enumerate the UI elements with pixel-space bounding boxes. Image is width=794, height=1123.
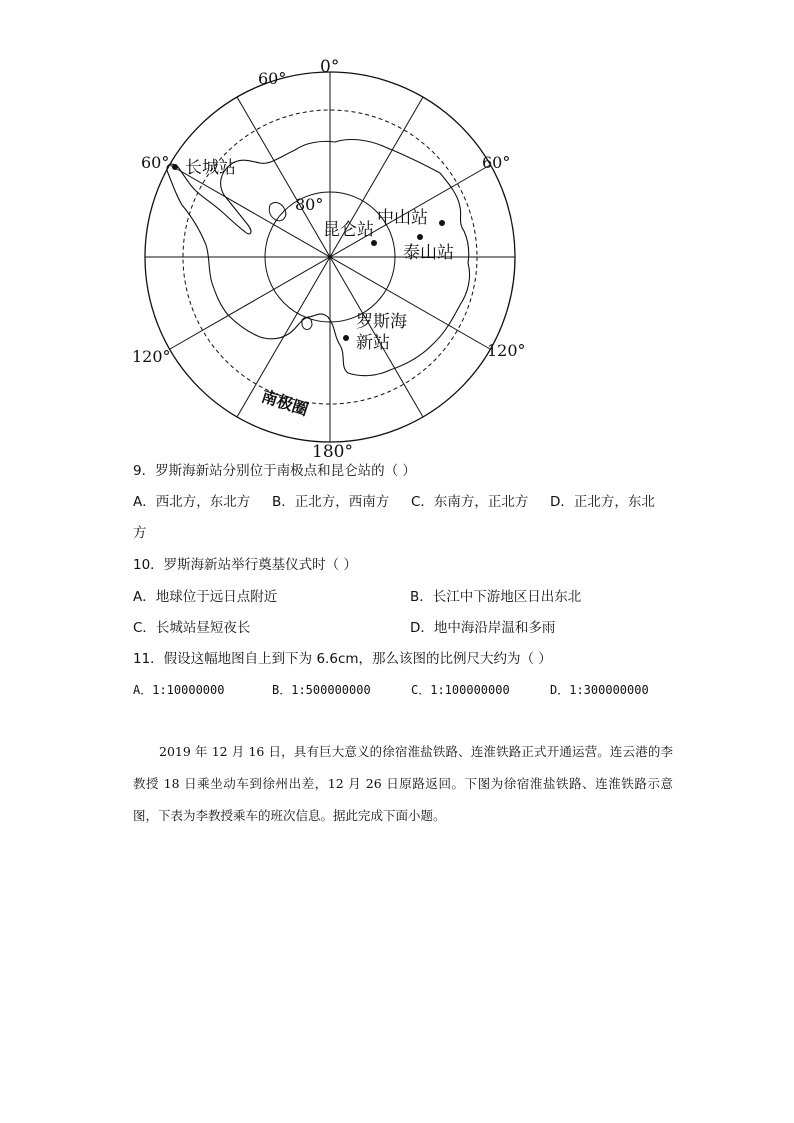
question-10-option-b: B．长江中下游地区日出东北 [410,589,582,605]
rosssea-station-label-2: 新站 [356,333,390,353]
antarctica-polar-map [120,55,540,465]
antarctic-circle-label: 南极圈 [259,386,311,420]
question-11-option-d: D．1:300000000 [550,683,649,697]
zhongshan-station-dot [439,220,445,226]
question-10-option-c: C．长城站昼短夜长 [133,620,251,636]
rosssea-station-dot [343,335,349,341]
lon-label-top-left: 60° [258,69,287,88]
question-9-option-b: B．正北方，西南方 [272,494,390,510]
question-10-option-d: D．地中海沿岸温和多雨 [410,620,556,636]
zhongshan-station-label: 中山站 [377,208,428,228]
kunlun-station-dot [371,240,377,246]
rosssea-station-label-1: 罗斯海 [356,312,407,332]
changcheng-station-label: 长城站 [185,158,236,178]
lat-label-80: 80° [295,195,324,214]
question-11-option-c: C．1:100000000 [411,683,510,697]
lon-label-left-lower: 120° [132,347,171,366]
question-9-stem: 9．罗斯海新站分别位于南极点和昆仑站的（ ） [133,463,416,479]
question-9-option-d: D．正北方，东北 [550,494,655,510]
question-11-option-b: B．1:500000000 [272,683,371,697]
lon-label-left-upper: 60° [141,153,170,172]
lon-label-right-upper: 60° [482,153,511,172]
question-10-stem: 10．罗斯海新站举行奠基仪式时（ ） [133,557,357,573]
taishan-station-dot [417,234,423,240]
question-11-stem: 11．假设这幅地图自上到下为 6.6cm，那么该图的比例尺大约为（ ） [133,651,552,667]
ross-ice-outline [302,317,312,329]
kunlun-station-label: 昆仑站 [323,220,374,240]
changcheng-station-dot [172,164,178,170]
question-10-option-a: A．地球位于远日点附近 [133,589,278,605]
lon-label-right-lower: 120° [487,341,526,360]
question-9-option-a: A．西北方，东北方 [133,494,251,510]
lon-label-bottom: 180° [312,442,353,462]
taishan-station-label: 泰山站 [403,243,454,263]
question-9-option-c: C．东南方，正北方 [411,494,529,510]
question-9-option-d-wrap: 方 [133,525,147,541]
lon-label-top: 0° [320,57,340,77]
question-11-option-a: A．1:10000000 [133,683,225,697]
reading-passage: 2019 年 12 月 16 日，具有巨大意义的徐宿淮盐铁路、连淮铁路正式开通运营。连云港的李教授 18 日乘坐动车到徐州出差，12 月 26 日原路返回。下图为徐宿淮盐铁路、连淮铁路示意图，下表为李教授乘车的班次信息。据此完成下面小题。 [133,744,673,823]
